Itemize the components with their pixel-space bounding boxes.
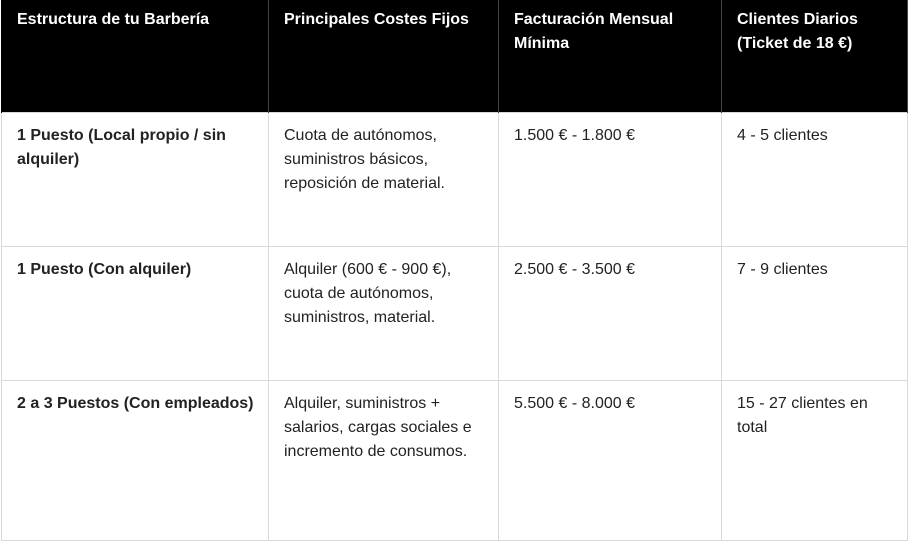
- table-body: [2, 112, 908, 540]
- table-row: [2, 112, 908, 246]
- row-structure: 2 a 3 Puestos (Con empleados): [2, 380, 269, 540]
- table-row: [2, 380, 908, 540]
- header-daily-clients: Clientes Diarios (Ticket de 18 €): [722, 0, 908, 112]
- row-structure: 1 Puesto (Con alquiler): [2, 246, 269, 380]
- row-daily-clients: 15 - 27 clientes en total: [722, 380, 908, 540]
- row-monthly-revenue: 5.500 € - 8.000 €: [499, 380, 722, 540]
- header-row: [2, 0, 908, 112]
- header-monthly-revenue: Facturación Mensual Mínima: [499, 0, 722, 112]
- barbershop-costs-table: [1, 0, 908, 541]
- table-row: [2, 246, 908, 380]
- row-daily-clients: 4 - 5 clientes: [722, 112, 908, 246]
- row-structure: 1 Puesto (Local propio / sin alquiler): [2, 112, 269, 246]
- row-monthly-revenue: 1.500 € - 1.800 €: [499, 112, 722, 246]
- row-monthly-revenue: 2.500 € - 3.500 €: [499, 246, 722, 380]
- header-fixed-costs: Principales Costes Fijos: [269, 0, 499, 112]
- row-fixed-costs: Alquiler, suministros + salarios, cargas sociales e incremento de consumos.: [269, 380, 499, 540]
- row-fixed-costs: Cuota de autónomos, suministros básicos, reposición de material.: [269, 112, 499, 246]
- row-daily-clients: 7 - 9 clientes: [722, 246, 908, 380]
- row-fixed-costs: Alquiler (600 € - 900 €), cuota de autónomos, suministros, material.: [269, 246, 499, 380]
- table-header: [2, 0, 908, 112]
- header-structure: Estructura de tu Barbería: [2, 0, 269, 112]
